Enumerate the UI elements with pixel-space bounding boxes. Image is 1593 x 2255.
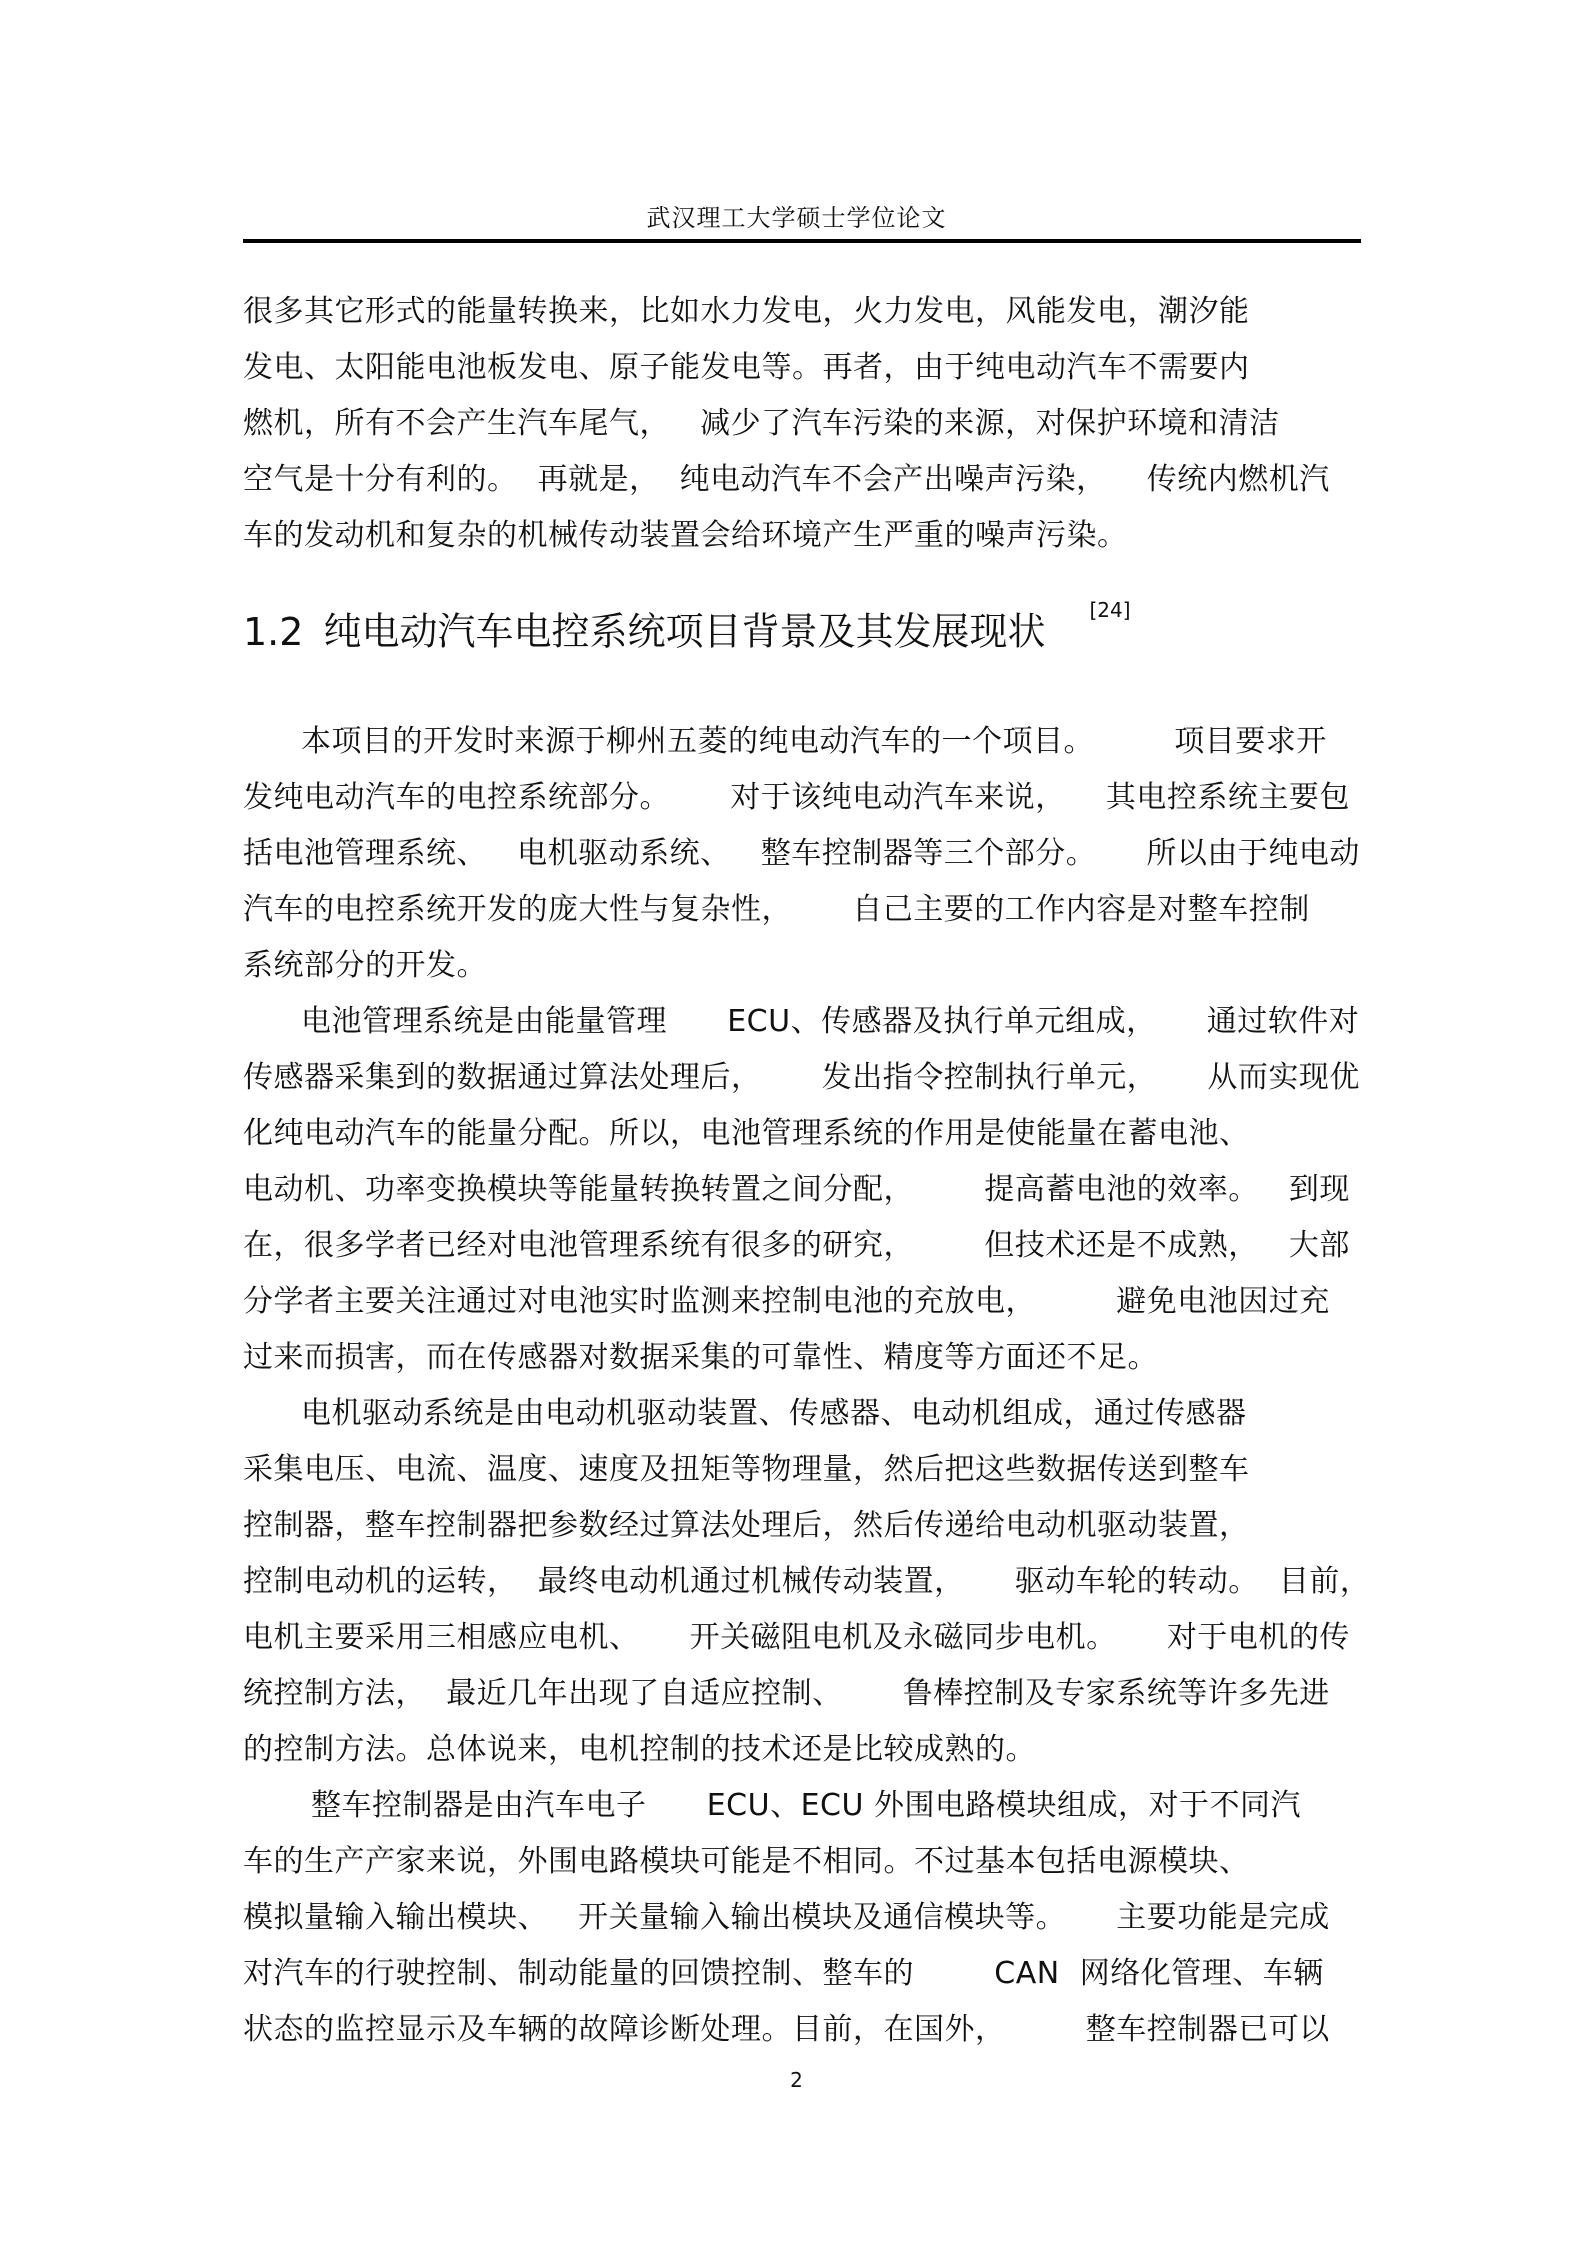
text-line: 采集电压、电流、温度、速度及扭矩等物理量，然后把这些数据传送到整车 — [243, 1451, 1250, 1487]
text-line: 电机驱动系统是由电动机驱动装置、传感器、电动机组成，通过传感器 — [301, 1395, 1247, 1431]
text-line: 车的生产产家来说，外围电路模块可能是不相同。不过基本包括电源模块、 — [243, 1843, 1250, 1879]
text-line: 模拟量输入输出模块、 开关量输入输出模块及通信模块等。 主要功能是完成 — [243, 1899, 1330, 1935]
text-line: 在，很多学者已经对电池管理系统有很多的研究， 但技术还是不成熟， 大部 — [243, 1227, 1350, 1263]
text-line: 控制电动机的运转， 最终电动机通过机械传动装置， 驱动车轮的转动。 目前， — [243, 1563, 1371, 1599]
text-line: 电池管理系统是由能量管理 ECU、传感器及执行单元组成， 通过软件对 — [301, 1003, 1360, 1039]
page-number: 2 — [790, 2068, 803, 2092]
text-line: 括电池管理系统、 电机驱动系统、 整车控制器等三个部分。 所以由于纯电动 — [243, 835, 1360, 871]
text-line: 过来而损害，而在传感器对数据采集的可靠性、精度等方面还不足。 — [243, 1339, 1158, 1375]
text-line: 控制器，整车控制器把参数经过算法处理后，然后传递给电动机驱动装置， — [243, 1507, 1250, 1543]
citation-reference: [24] — [1089, 598, 1131, 622]
text-line: 燃机，所有不会产生汽车尾气， 减少了汽车污染的来源，对保护环境和清洁 — [243, 406, 1280, 441]
text-line: 的控制方法。总体说来，电机控制的技术还是比较成熟的。 — [243, 1731, 1036, 1767]
text-line: 状态的监控显示及车辆的故障诊断处理。目前，在国外， 整车控制器已可以 — [243, 2011, 1330, 2047]
header-rule — [243, 239, 1361, 243]
text-line: 空气是十分有利的。 再就是， 纯电动汽车不会产出噪声污染， 传统内燃机汽 — [243, 462, 1330, 497]
text-line: 系统部分的开发。 — [243, 947, 487, 983]
paragraph-intro — [243, 284, 1361, 564]
section-title: 纯电动汽车电控系统项目背景及其发展现状 — [323, 609, 1046, 654]
text-line: 化纯电动汽车的能量分配。所以，电池管理系统的作用是使能量在蓄电池、 — [243, 1115, 1250, 1151]
paragraph-vcu — [243, 1778, 1361, 2058]
body-text — [243, 284, 1371, 2058]
text-line: 汽车的电控系统开发的庞大性与复杂性， 自己主要的工作内容是对整车控制 — [243, 891, 1310, 927]
text-line: 本项目的开发时来源于柳州五菱的纯电动汽车的一个项目。 项目要求开 — [301, 723, 1327, 759]
section-heading — [243, 596, 1361, 660]
text-line: 电机主要采用三相感应电机、 开关磁阻电机及永磁同步电机。 对于电机的传 — [243, 1619, 1350, 1655]
paragraph-motor — [243, 1386, 1371, 1778]
paragraph-battery — [243, 994, 1361, 1386]
text-line: 对汽车的行驶控制、制动能量的回馈控制、整车的 CAN 网络化管理、车辆 — [243, 1955, 1324, 1991]
text-line: 传感器采集到的数据通过算法处理后， 发出指令控制执行单元， 从而实现优 — [243, 1059, 1360, 1095]
text-line: 分学者主要关注通过对电池实时监测来控制电池的充放电， 避免电池因过充 — [243, 1283, 1330, 1319]
text-line: 电动机、功率变换模块等能量转换转置之间分配， 提高蓄电池的效率。 到现 — [243, 1171, 1350, 1207]
text-line: 很多其它形式的能量转换来，比如水力发电，火力发电，风能发电，潮汐能 — [243, 294, 1250, 329]
section-number: 1.2 — [243, 609, 304, 654]
paragraph-project — [243, 714, 1361, 994]
text-line: 统控制方法， 最近几年出现了自适应控制、 鲁棒控制及专家系统等许多先进 — [243, 1675, 1330, 1711]
text-line: 发纯电动汽车的电控系统部分。 对于该纯电动汽车来说， 其电控系统主要包 — [243, 779, 1350, 815]
text-line: 发电、太阳能电池板发电、原子能发电等。再者，由于纯电动汽车不需要内 — [243, 350, 1250, 385]
running-header: 武汉理工大学硕士学位论文 — [646, 204, 947, 232]
text-line: 整车控制器是由汽车电子 ECU、ECU 外围电路模块组成，对于不同汽 — [311, 1787, 1301, 1823]
text-line: 车的发动机和复杂的机械传动装置会给环境产生严重的噪声污染。 — [243, 518, 1128, 553]
